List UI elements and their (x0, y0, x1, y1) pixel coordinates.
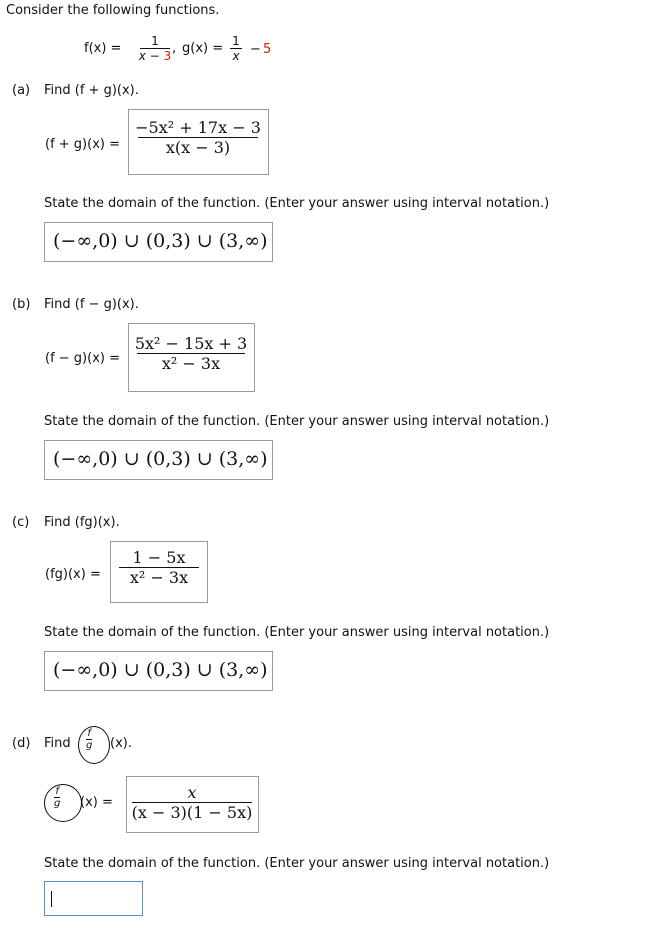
part-a-label: (a) (12, 83, 31, 98)
part-c-domain-value: (−∞,0) ∪ (0,3) ∪ (3,∞) (53, 659, 268, 681)
part-b-domain-value: (−∞,0) ∪ (0,3) ∪ (3,∞) (53, 448, 268, 470)
part-a-domain-value: (−∞,0) ∪ (0,3) ∪ (3,∞) (53, 230, 268, 252)
part-d-answer-box[interactable] (126, 776, 259, 833)
part-c-answer-fraction (119, 548, 199, 587)
g-constant: 5 (263, 42, 272, 57)
part-a-domain-input[interactable] (44, 222, 273, 262)
part-c-prompt: Find (fg)(x). (44, 515, 120, 530)
part-b-prompt: Find (f − g)(x). (44, 297, 139, 312)
part-a-answer-fraction (135, 118, 261, 157)
g-fraction (230, 34, 242, 63)
part-d-numerator: x (187, 783, 197, 802)
part-c-label: (c) (12, 515, 30, 530)
part-c-lhs: (fg)(x) = (45, 567, 101, 582)
f-definition-label: f(x) = (84, 41, 122, 56)
part-b-denominator: x² − 3x (161, 354, 221, 373)
part-c-numerator: 1 − 5x (132, 548, 186, 567)
part-a-answer-box[interactable] (128, 109, 269, 175)
part-b-label: (b) (12, 297, 31, 312)
part-a-prompt: Find (f + g)(x). (44, 83, 139, 98)
part-a-lhs: (f + g)(x) = (45, 137, 120, 152)
part-d-denominator: (x − 3)(1 − 5x) (131, 803, 253, 822)
part-b-lhs: (f − g)(x) = (45, 351, 120, 366)
part-d-lhs-parentheses (44, 784, 82, 822)
part-d-lhs-g: g (54, 798, 61, 809)
part-d-answer-fraction (132, 783, 252, 822)
comma: , (172, 41, 177, 56)
g-definition-label: g(x) = (182, 41, 224, 56)
f-fraction (140, 34, 170, 63)
part-d-prompt-suffix: (x). (110, 736, 132, 751)
part-d-prompt-parentheses (78, 726, 110, 764)
part-d-lhs-fraction (54, 786, 60, 809)
part-d-lhs-f: f (55, 786, 59, 797)
part-a-denominator: x(x − 3) (165, 138, 231, 157)
part-d-label: (d) (12, 736, 31, 751)
part-b-numerator: 5x² − 15x + 3 (134, 334, 248, 353)
part-d-domain-input[interactable] (44, 881, 143, 916)
part-a-numerator: −5x² + 17x − 3 (135, 118, 261, 137)
part-a-domain-prompt: State the domain of the function. (Enter your answer using interval notation.) (44, 196, 550, 211)
g-minus: − (250, 42, 261, 57)
g-denominator: x (232, 49, 240, 63)
g-numerator: 1 (232, 34, 240, 48)
part-d-find: Find (44, 736, 71, 751)
part-d-lhs-suffix: (x) = (80, 795, 113, 810)
part-c-domain-prompt: State the domain of the function. (Enter your answer using interval notation.) (44, 625, 550, 640)
part-c-answer-box[interactable] (110, 541, 208, 603)
part-c-domain-input[interactable] (44, 651, 273, 691)
part-b-domain-input[interactable] (44, 440, 273, 480)
part-b-domain-prompt: State the domain of the function. (Enter your answer using interval notation.) (44, 414, 550, 429)
part-b-answer-fraction (134, 334, 248, 373)
part-b-answer-box[interactable] (128, 323, 255, 392)
text-cursor (51, 891, 52, 907)
f-numerator: 1 (151, 34, 159, 48)
intro-text: Consider the following functions. (6, 3, 220, 18)
part-c-denominator: x² − 3x (129, 568, 189, 587)
part-d-prompt-fraction (86, 728, 92, 751)
part-d-domain-prompt: State the domain of the function. (Enter your answer using interval notation.) (44, 856, 550, 871)
part-d-prompt-g: g (86, 740, 93, 751)
part-d-prompt-f: f (87, 728, 91, 739)
f-denominator: x − 3 (138, 49, 172, 63)
